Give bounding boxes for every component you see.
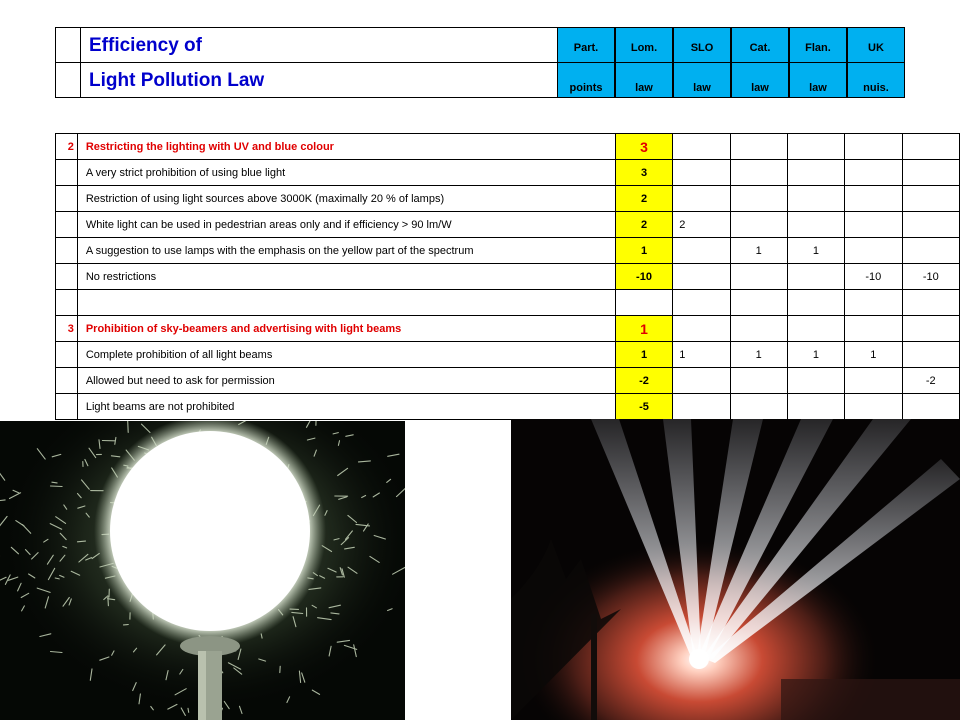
law-value-cell [730,394,787,420]
criterion-description: Restriction of using light sources above 3000K (maximally 20 % of lamps) [77,186,615,212]
table-row [56,290,960,316]
row-number [56,290,78,316]
law-value-cell [730,316,787,342]
law-value-cell [673,264,730,290]
law-value-cell [845,368,902,394]
law-value-cell [730,368,787,394]
table-row [56,134,960,160]
column-header-flan: Flan. [789,27,847,63]
table-row [56,394,960,420]
row-number [56,368,78,394]
law-value-cell [902,290,959,316]
law-value-cell: 1 [730,342,787,368]
points-cell: 1 [615,342,672,368]
table-row [56,238,960,264]
table-row [56,212,960,238]
law-value-cell [902,134,959,160]
law-value-cell: -10 [845,264,902,290]
column-subheader-flan: law [789,62,847,98]
law-value-cell [673,186,730,212]
column-subheader-slo: law [673,62,731,98]
row-number [56,186,78,212]
law-value-cell [673,368,730,394]
law-value-cell [673,134,730,160]
criterion-description: Light beams are not prohibited [77,394,615,420]
law-value-cell [730,212,787,238]
section-title: Prohibition of sky-beamers and advertising with light beams [77,316,615,342]
law-value-cell [730,134,787,160]
criterion-description: A very strict prohibition of using blue light [77,160,615,186]
sky-beamer-photo [511,419,960,720]
law-value-cell: 1 [787,342,844,368]
law-value-cell: 1 [845,342,902,368]
law-value-cell [902,160,959,186]
row-number [56,342,78,368]
insect-streak [52,482,57,483]
column-subheader-uk: nuis. [847,62,905,98]
law-value-cell [787,394,844,420]
row-number: 2 [56,134,78,160]
points-cell: 1 [615,316,672,342]
criterion-description: No restrictions [77,264,615,290]
law-value-cell [673,290,730,316]
column-subheader-cat: law [731,62,789,98]
table-row [56,316,960,342]
criterion-description: White light can be used in pedestrian areas only and if efficiency > 90 lm/W [77,212,615,238]
column-subheader-lom: law [615,62,673,98]
law-value-cell [787,290,844,316]
points-cell: -2 [615,368,672,394]
column-subheader-part: points [557,62,615,98]
points-cell: 3 [615,134,672,160]
law-value-cell: -2 [902,368,959,394]
law-value-cell [787,160,844,186]
header-table [55,27,907,99]
points-cell: -10 [615,264,672,290]
insect-streak [51,486,63,487]
law-value-cell: 1 [730,238,787,264]
row-number [56,264,78,290]
row-number [56,160,78,186]
law-value-cell [787,264,844,290]
law-value-cell [845,290,902,316]
law-value-cell [730,186,787,212]
law-value-cell [673,238,730,264]
law-value-cell [845,160,902,186]
law-value-cell [845,394,902,420]
law-value-cell [787,212,844,238]
law-value-cell [730,160,787,186]
points-cell: 2 [615,212,672,238]
law-value-cell [673,394,730,420]
table-row [56,186,960,212]
points-cell: -5 [615,394,672,420]
points-cell: 1 [615,238,672,264]
law-value-cell [845,316,902,342]
insect-streak [108,596,109,606]
insect-streak [188,708,189,712]
law-value-cell [845,238,902,264]
law-value-cell [787,316,844,342]
law-value-cell [902,186,959,212]
column-header-part: Part. [557,27,615,63]
points-cell [615,290,672,316]
law-value-cell [673,316,730,342]
streetlamp-photo-drawing [0,421,405,720]
law-value-cell [902,394,959,420]
law-value-cell [730,264,787,290]
law-value-cell: 2 [673,212,730,238]
law-value-cell [902,238,959,264]
points-cell: 3 [615,160,672,186]
criterion-description: A suggestion to use lamps with the emphasis on the yellow part of the spectrum [77,238,615,264]
criterion-description: Complete prohibition of all light beams [77,342,615,368]
streetlamp-insects-photo [0,421,405,720]
row-number [56,212,78,238]
criterion-description: Allowed but need to ask for permission [77,368,615,394]
law-value-cell: 1 [673,342,730,368]
criterion-description [77,290,615,316]
law-value-cell: 1 [787,238,844,264]
table-row [56,342,960,368]
header-number-cell [55,27,81,63]
points-cell: 2 [615,186,672,212]
criteria-table [55,133,960,420]
insect-streak [0,500,5,501]
table-row [56,264,960,290]
law-value-cell: -10 [902,264,959,290]
column-header-cat: Cat. [731,27,789,63]
law-value-cell [787,368,844,394]
law-value-cell [787,186,844,212]
law-value-cell [845,212,902,238]
row-number: 3 [56,316,78,342]
criteria-table-body [56,134,960,420]
header-number-cell [55,62,81,98]
law-value-cell [902,212,959,238]
row-number [56,238,78,264]
row-number [56,394,78,420]
insect-streak [128,421,129,432]
law-value-cell [730,290,787,316]
table-row [56,160,960,186]
column-header-uk: UK [847,27,905,63]
law-value-cell [787,134,844,160]
column-header-slo: SLO [673,27,731,63]
sky-beamer-photo-drawing [511,419,960,720]
law-value-cell [902,342,959,368]
page-title-line1: Efficiency of [81,27,557,63]
law-value-cell [845,134,902,160]
table-row [56,368,960,394]
insect-streak [78,541,86,542]
law-value-cell [673,160,730,186]
column-header-lom: Lom. [615,27,673,63]
section-title: Restricting the lighting with UV and blue colour [77,134,615,160]
page-title-line2: Light Pollution Law [81,62,557,98]
law-value-cell [845,186,902,212]
law-value-cell [902,316,959,342]
